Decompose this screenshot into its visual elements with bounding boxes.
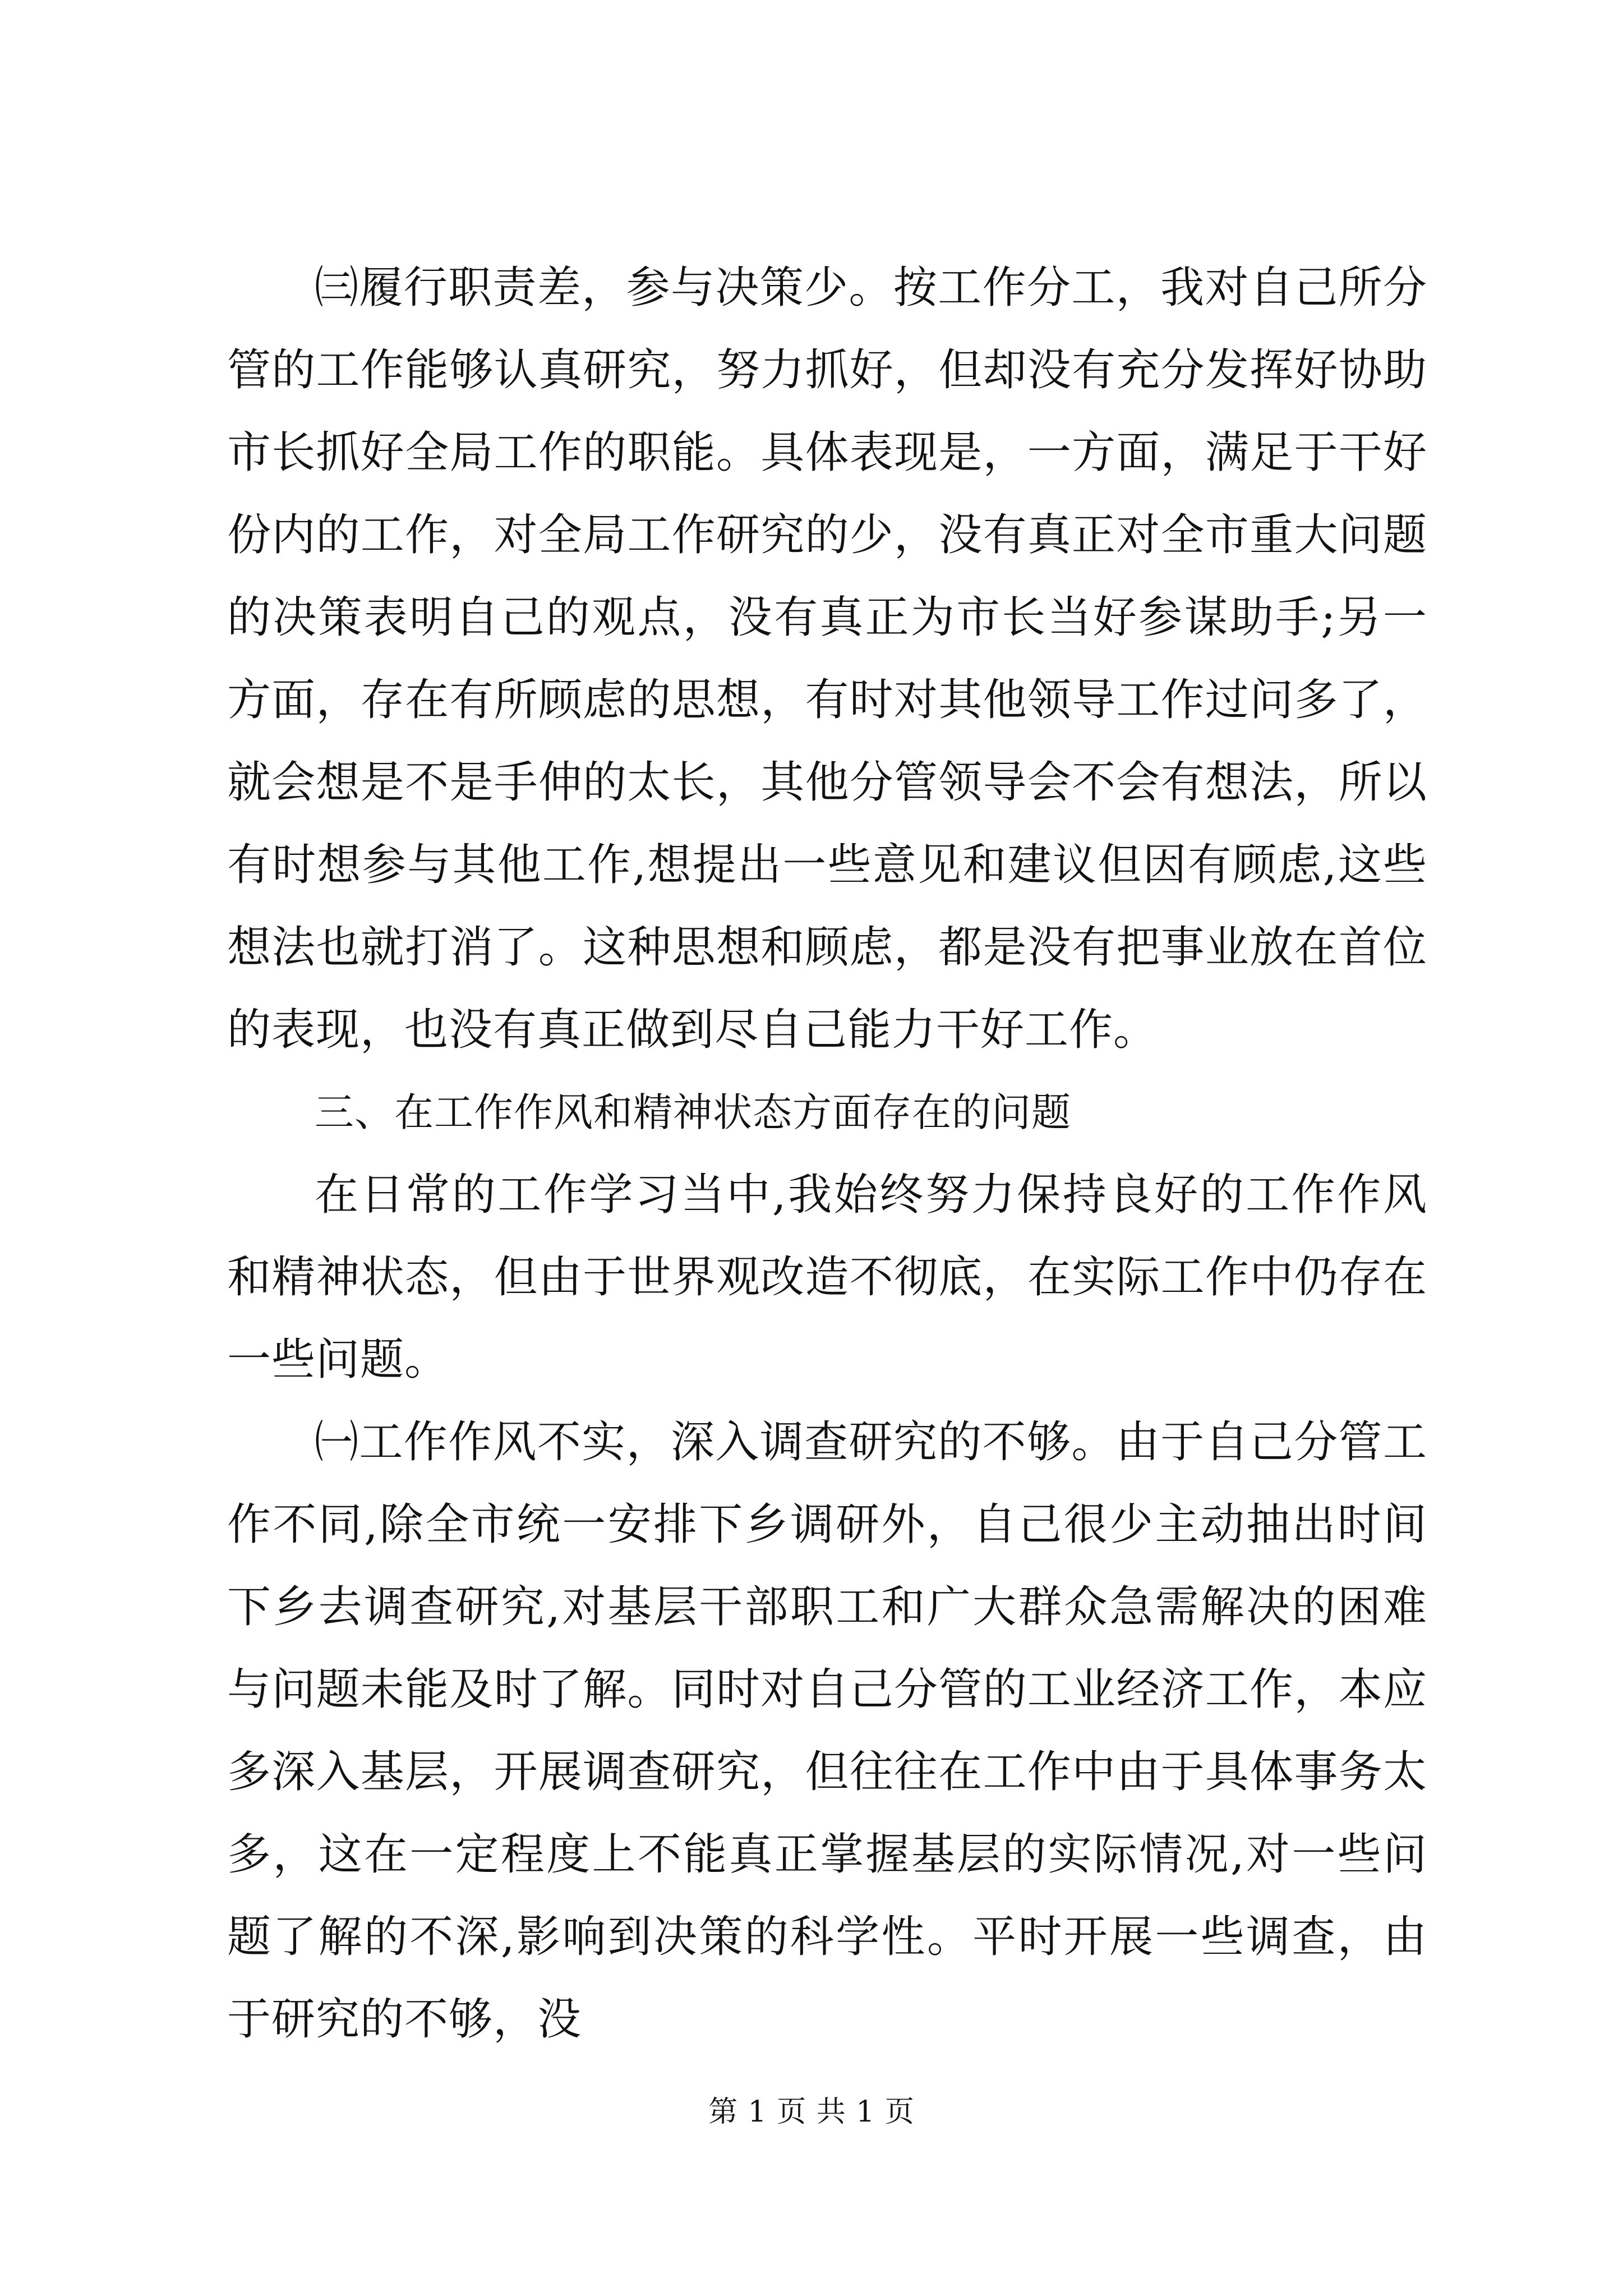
- section-heading-work-style: 三、在工作作风和精神状态方面存在的问题: [315, 1089, 1071, 1135]
- paragraph-research: ㈠工作作风不实，深入调查研究的不够。由于自己分管工作不同,除全市统一安排下乡调研外，自己很少主动抽出时间下乡去调查研究,对基层干部职工和广大群众急需解决的困难与问题未能及时了解。同时对自己分管的工业经济工作，本应多深入基层，开展调查研究，但往往在工作中由于具体事务太多，这在一定程度上不能真正掌握基层的实际情况,对一些问题了解的不深,影响到决策的科学性。平时开展一些调查，由于研究的不够，没: [227, 1417, 1427, 2045]
- paragraph-duties: ㈢履行职责差，参与决策少。按工作分工，我对自己所分管的工作能够认真研究，努力抓好，但却没有充分发挥好协助市长抓好全局工作的职能。具体表现是，一方面，满足于干好份内的工作，对全局工作研究的少，没有真正对全市重大问题的决策表明自己的观点，没有真正为市长当好参谋助手;另一方面，存在有所顾虑的思想，有时对其他领导工作过问多了，就会想是不是手伸的太长，其他分管领导会不会有想法，所以有时想参与其他工作,想提出一些意见和建议但因有顾虑,这些想法也就打消了。这种思想和顾虑，都是没有把事业放在首位的表现，也没有真正做到尽自己能力干好工作。: [227, 263, 1427, 1055]
- page-footer: 第 1 页 共 1 页: [708, 2095, 915, 2129]
- document-body: [227, 247, 1427, 2061]
- paragraph-intro: 在日常的工作学习当中,我始终努力保持良好的工作作风和精神状态，但由于世界观改造不彻底，在实际工作中仍存在一些问题。: [227, 1170, 1427, 1385]
